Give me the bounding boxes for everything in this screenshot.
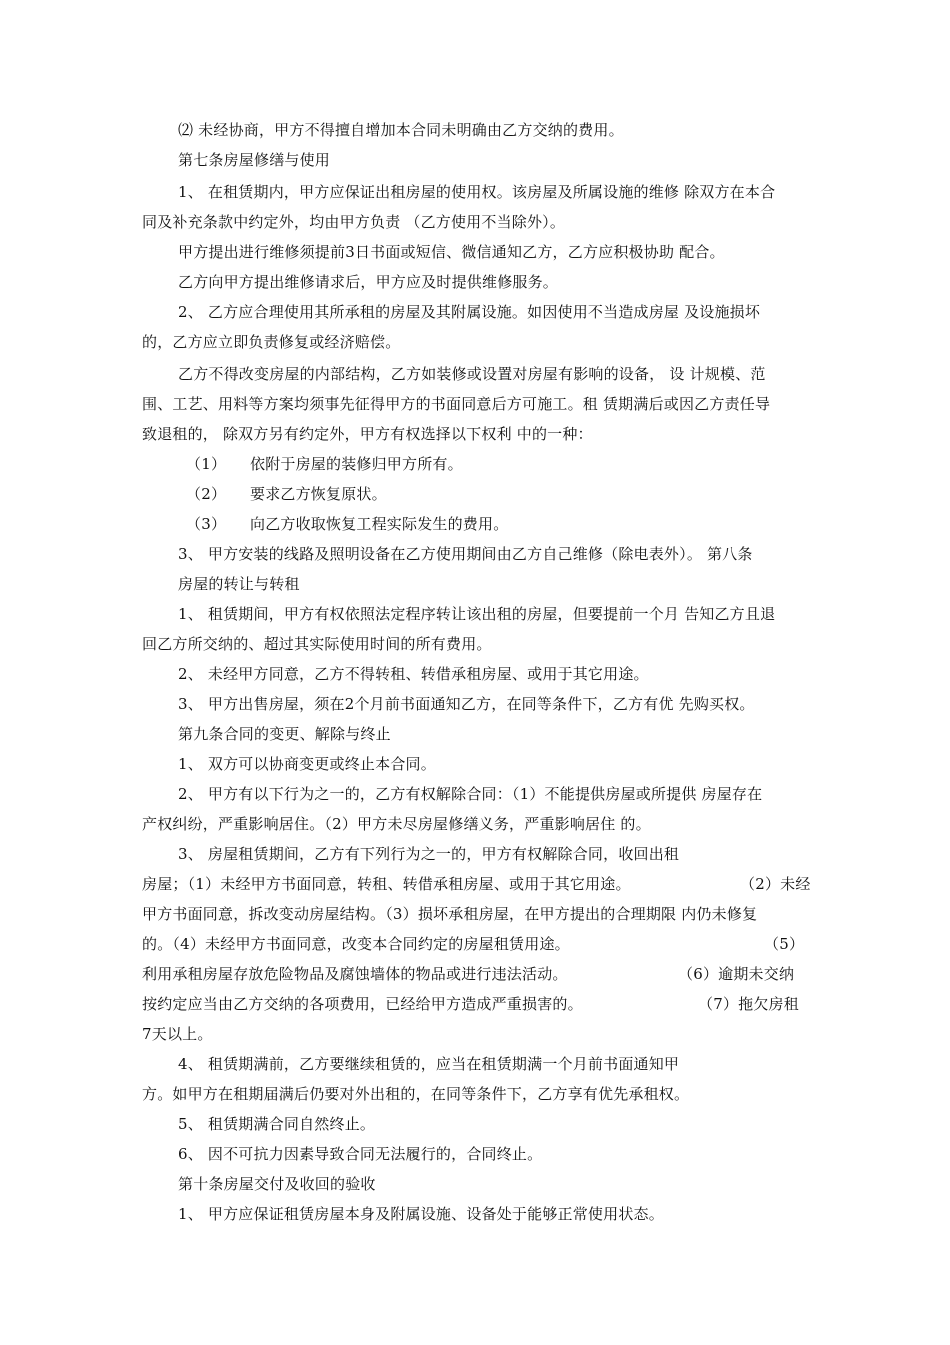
section-heading: 第九条合同的变更、解除与终止 — [178, 725, 391, 743]
paragraph-line-tail: （7）拖欠房租 — [698, 995, 799, 1013]
list-item-text: 向乙方收取恢复工程实际发生的费用。 — [250, 515, 509, 533]
paragraph-line: 3、 甲方安装的线路及照明设备在乙方使用期间由乙方自己维修（除电表外）。 第八条 — [178, 545, 753, 563]
section-heading: 房屋的转让与转租 — [178, 575, 300, 593]
paragraph-line: 回乙方所交纳的、超过其实际使用时间的所有费用。 — [142, 635, 492, 653]
paragraph-line: 致退租的， 除双方另有约定外，甲方有权选择以下权利 中的一种： — [142, 425, 593, 443]
paragraph-line: 1、 租赁期间，甲方有权依照法定程序转让该出租的房屋，但要提前一个月 告知乙方且退 — [178, 605, 776, 623]
paragraph-line: 房屋；（1）未经甲方书面同意，转租、转借承租房屋、或用于其它用途。 — [142, 875, 631, 893]
paragraph-line-tail: （5） — [764, 935, 805, 953]
paragraph-line: 乙方不得改变房屋的内部结构，乙方如装修或设置对房屋有影响的设备， 设 计规模、范 — [178, 365, 766, 383]
paragraph-line: 甲方提出进行维修须提前3日书面或短信、微信通知乙方，乙方应积极协助 配合。 — [178, 243, 725, 261]
paragraph-line: 2、 乙方应合理使用其所承租的房屋及其附属设施。如因使用不当造成房屋 及设施损坏 — [178, 303, 761, 321]
paragraph-line: 6、 因不可抗力因素导致合同无法履行的，合同终止。 — [178, 1145, 543, 1163]
paragraph-line: 产权纠纷，严重影响居住。（2）甲方未尽房屋修缮义务，严重影响居住 的。 — [142, 815, 651, 833]
paragraph-line: 按约定应当由乙方交纳的各项费用，已经给甲方造成严重损害的。 — [142, 995, 583, 1013]
paragraph-line-tail: （6）逾期未交纳 — [678, 965, 795, 983]
paragraph-line: 的。（4）未经甲方书面同意，改变本合同约定的房屋租赁用途。 — [142, 935, 570, 953]
section-heading: 第七条房屋修缮与使用 — [178, 151, 331, 169]
paragraph-line: 2、 未经甲方同意，乙方不得转租、转借承租房屋、或用于其它用途。 — [178, 665, 649, 683]
paragraph-line: 同及补充条款中约定外，均由甲方负责 （乙方使用不当除外）。 — [142, 213, 566, 231]
paragraph-line: 4、 租赁期满前，乙方要继续租赁的，应当在租赁期满一个月前书面通知甲 — [178, 1055, 680, 1073]
list-item-text: 依附于房屋的装修归甲方所有。 — [250, 455, 463, 473]
paragraph-line: 利用承租房屋存放危险物品及腐蚀墙体的物品或进行违法活动。 — [142, 965, 568, 983]
paragraph-line: 1、 甲方应保证租赁房屋本身及附属设施、设备处于能够正常使用状态。 — [178, 1205, 664, 1223]
list-marker: （2） — [186, 485, 227, 503]
paragraph-line: ⑵ 未经协商，甲方不得擅自增加本合同未明确由乙方交纳的费用。 — [178, 121, 624, 139]
paragraph-line: 围、工艺、用料等方案均须事先征得甲方的书面同意后方可施工。租 赁期满后或因乙方责任导 — [142, 395, 771, 413]
list-item-text: 要求乙方恢复原状。 — [250, 485, 387, 503]
paragraph-line-tail: （2）未经 — [740, 875, 811, 893]
section-heading: 第十条房屋交付及收回的验收 — [178, 1175, 376, 1193]
list-marker: （3） — [186, 515, 227, 533]
paragraph-line: 方。如甲方在租期届满后仍要对外出租的，在同等条件下，乙方享有优先承租权。 — [142, 1085, 690, 1103]
paragraph-line: 7天以上。 — [142, 1025, 213, 1043]
paragraph-line: 乙方向甲方提出维修请求后，甲方应及时提供维修服务。 — [178, 273, 559, 291]
paragraph-line: 1、 双方可以协商变更或终止本合同。 — [178, 755, 436, 773]
paragraph-line: 3、 房屋租赁期间，乙方有下列行为之一的，甲方有权解除合同，收回出租 — [178, 845, 680, 863]
list-marker: （1） — [186, 455, 227, 473]
paragraph-line: 2、 甲方有以下行为之一的，乙方有权解除合同：（1）不能提供房屋或所提供 房屋存在 — [178, 785, 763, 803]
paragraph-line: 1、 在租赁期内，甲方应保证出租房屋的使用权。该房屋及所属设施的维修 除双方在本合 — [178, 183, 776, 201]
paragraph-line: 3、 甲方出售房屋，须在2个月前书面通知乙方，在同等条件下，乙方有优 先购买权。 — [178, 695, 755, 713]
paragraph-line: 5、 租赁期满合同自然终止。 — [178, 1115, 376, 1133]
paragraph-line: 的，乙方应立即负责修复或经济赔偿。 — [142, 333, 401, 351]
paragraph-line: 甲方书面同意，拆改变动房屋结构。（3）损坏承租房屋，在甲方提出的合理期限 内仍未修复 — [142, 905, 758, 923]
